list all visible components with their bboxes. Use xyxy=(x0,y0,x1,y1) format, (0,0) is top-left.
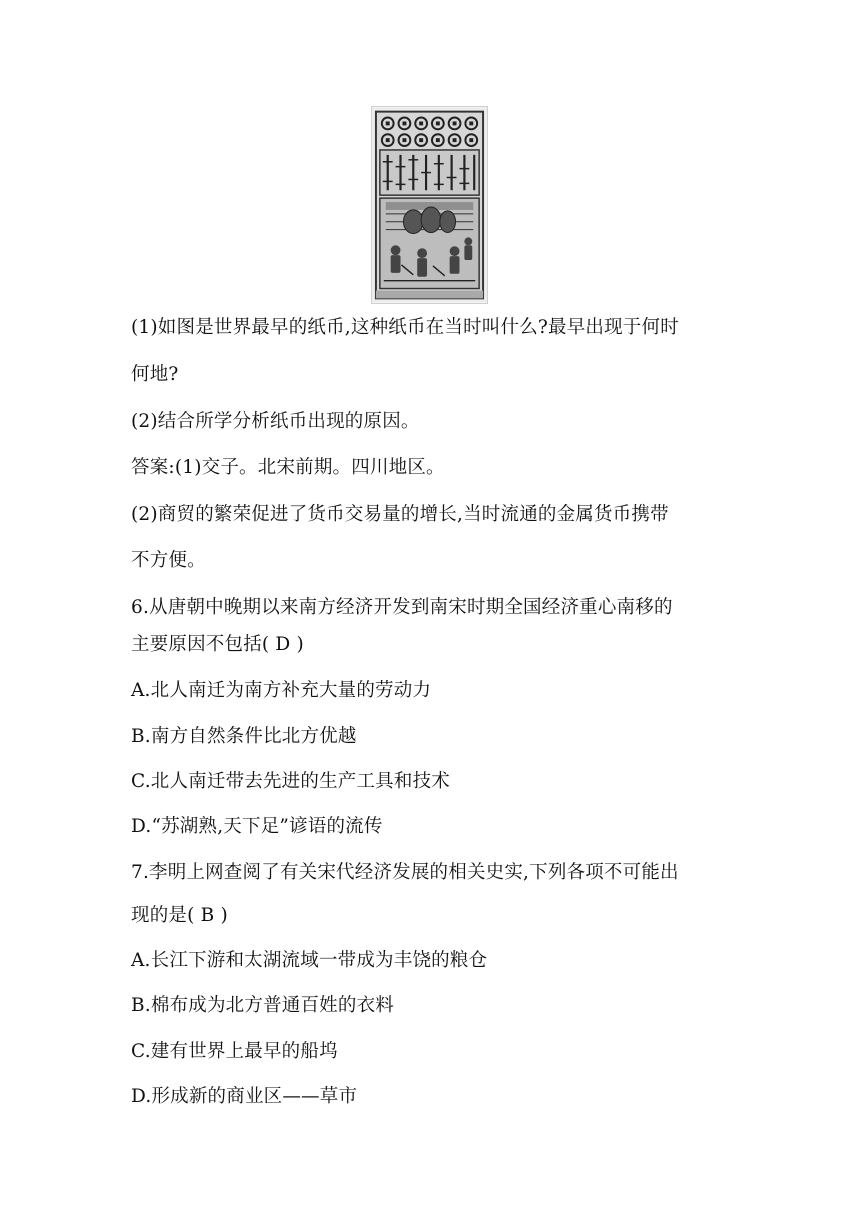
q6-option-d: D.“苏湖熟,天下足”谚语的流传 xyxy=(131,816,383,837)
q7-option-c: C.建有世界上最早的船坞 xyxy=(131,1041,338,1062)
answer-line3: 不方便。 xyxy=(131,550,206,571)
q5-part1-line2: 何地? xyxy=(131,364,179,385)
q6-option-b: B.南方自然条件比北方优越 xyxy=(131,726,357,747)
answer-line2: (2)商贸的繁荣促进了货币交易量的增长,当时流通的金属货币携带 xyxy=(131,504,669,525)
q6-option-a: A.北人南迁为南方补充大量的劳动力 xyxy=(131,680,432,701)
q5-part1-line1: (1)如图是世界最早的纸币,这种纸币在当时叫什么?最早出现于何时 xyxy=(131,317,679,338)
q7-option-b: B.棉布成为北方普通百姓的衣料 xyxy=(131,995,394,1016)
q6-option-c: C.北人南迁带去先进的生产工具和技术 xyxy=(131,771,450,792)
q5-part2: (2)结合所学分析纸币出现的原因。 xyxy=(131,411,420,432)
answer-line1: 答案:(1)交子。北宋前期。四川地区。 xyxy=(131,457,445,478)
jiaozi-banknote-image xyxy=(371,106,488,304)
q6-stem-line1: 6.从唐朝中晚期以来南方经济开发到南宋时期全国经济重心南移的 xyxy=(131,597,673,618)
q7-stem-line1: 7.李明上网查阅了有关宋代经济发展的相关史实,下列各项不可能出 xyxy=(131,862,679,883)
q7-option-d: D.形成新的商业区——草市 xyxy=(131,1086,358,1107)
q7-stem-line2: 现的是( B ) xyxy=(131,905,228,926)
q7-option-a: A.长江下游和太湖流域一带成为丰饶的粮仓 xyxy=(131,950,488,971)
q6-stem-line2: 主要原因不包括( D ) xyxy=(131,634,304,655)
banknote-illustration xyxy=(372,107,487,303)
